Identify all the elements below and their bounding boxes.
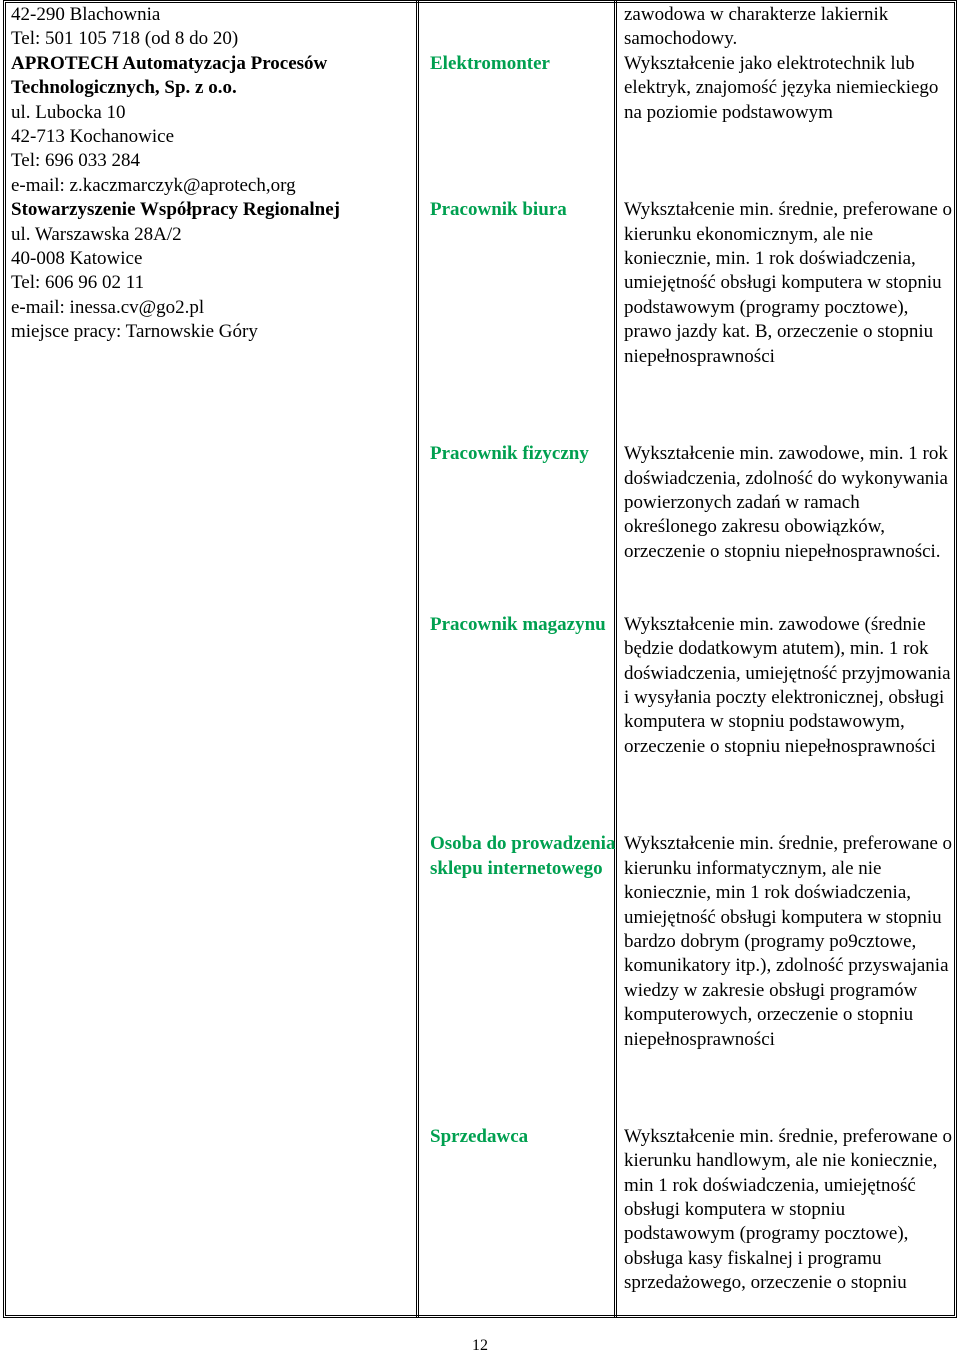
requirements-text: Wykształcenie min. średnie, preferowane o kierunku handlowym, ale nie koniecznie, min 1 rok doświadczenia, umiejętność obsługi komputera w stopniu podstawowym (programy pocztowe), obsługa kasy fiskalnej i programu sprzedażowego, orzeczenie o stopniu [624, 1125, 953, 1294]
org-name-line: Stowarzyszenie Współpracy Regionalnej [11, 199, 340, 221]
employer-blachownia [11, 3, 416, 52]
street-line: ul. Warszawska 28A/2 [11, 223, 182, 245]
job-requirements-pracownik-biura [624, 198, 956, 369]
job-title-sprzedawca [430, 1125, 618, 1149]
requirements-text: Wykształcenie jako elektrotechnik lub elektryk, znajomość języka niemieckiego na poziomie podstawowym [624, 52, 939, 123]
job-title-pracownik-magazynu [430, 613, 618, 637]
city-line: 40-008 Katowice [11, 248, 143, 269]
requirements-text: Wykształcenie min. średnie, preferowane o kierunku informatycznym, ale nie koniecznie, min 1 rok doświadczenia, umiejętność obsługi komputera w stopniu bardzo dobrym (programy po9cztowe, komunikatory itp.), zdolność przyswajania wiedzy w zakresie obsługi programów komputerowych, orzeczenie o stopniu niepełnosprawności [624, 833, 953, 1050]
job-requirements-pracownik-fizyczny [624, 442, 956, 564]
requirements-continued [624, 3, 956, 52]
job-title: Osoba do prowadzenia sklepu internetowego [430, 833, 616, 879]
job-title: Pracownik fizyczny [430, 443, 589, 465]
requirements-text: zawodowa w charakterze lakiernik samochodowy. [624, 4, 889, 50]
requirements-text: Wykształcenie min. zawodowe (średnie będzie dodatkowym atutem), min. 1 rok doświadczenia, umiejętność przyjmowania i wysyłania poczty elektronicznej, obsługi komputera w stopniu podstawowym, orzeczenie o stopniu niepełnosprawności [624, 613, 951, 757]
workplace-line: miejsce pracy: Tarnowskie Góry [11, 321, 258, 343]
column-divider-1 [416, 0, 419, 1318]
job-requirements-elektromonter [624, 52, 956, 125]
email-line: e-mail: inessa.cv@go2.pl [11, 296, 205, 318]
employer-aprotech [11, 52, 416, 198]
job-title-sklep-internetowy [430, 832, 618, 881]
job-requirements-sklep-internetowy [624, 832, 956, 1052]
job-title: Sprzedawca [430, 1125, 529, 1147]
employer-stowarzyszenie [11, 198, 416, 344]
job-requirements-sprzedawca [624, 1125, 956, 1296]
job-title: Elektromonter [430, 52, 550, 74]
org-name-line: APROTECH Automatyzacja Procesów [11, 52, 328, 74]
address-line: 42-290 Blachownia [11, 4, 161, 25]
job-title-pracownik-biura [430, 198, 618, 222]
job-title-elektromonter [430, 52, 618, 76]
phone-line: Tel: 606 96 02 11 [11, 272, 145, 294]
email-line: e-mail: z.kaczmarczyk@aprotech,org [11, 174, 296, 196]
requirements-text: Wykształcenie min. średnie, preferowane o kierunku ekonomicznym, ale nie koniecznie, min. 1 rok doświadczenia, umiejętność obsługi komputera w stopniu podstawowym (programy pocztowe), prawo jazdy kat. B, orzeczenie o stopniu niepełnosprawności [624, 199, 953, 367]
job-title: Pracownik biura [430, 199, 567, 221]
job-title: Pracownik magazynu [430, 613, 606, 635]
page-number: 12 [472, 1337, 488, 1354]
city-line: 42-713 Kochanowice [11, 126, 175, 148]
requirements-text: Wykształcenie min. zawodowe, min. 1 rok doświadczenia, zdolność do wykonywania powierzonych zadań w ramach określonego zakresu obowiązków, orzeczenie o stopniu niepełnosprawności. [624, 443, 948, 562]
job-title-pracownik-fizyczny [430, 442, 618, 466]
street-line: ul. Lubocka 10 [11, 101, 126, 123]
job-requirements-pracownik-magazynu [624, 613, 956, 759]
phone-line: Tel: 696 033 284 [11, 150, 141, 172]
phone-line: Tel: 501 105 718 (od 8 do 20) [11, 28, 239, 50]
org-name-line: Technologicznych, Sp. z o.o. [11, 77, 237, 99]
